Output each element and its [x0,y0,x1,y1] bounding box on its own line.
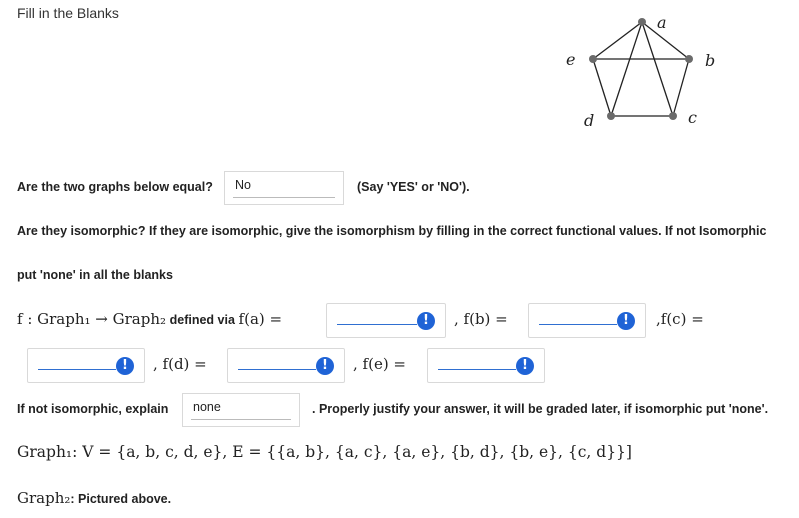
equal-answer-field[interactable] [224,171,344,205]
explain-label: If not isomorphic, explain [17,402,169,416]
vertex-label-a: a [657,13,667,32]
isomorphic-question-cont: put 'none' in all the blanks [17,268,173,282]
explain-field[interactable] [182,393,300,427]
vertex-e [589,55,597,63]
mapping-fb-label: , f(b) = [454,310,508,328]
graph2-description [17,489,171,507]
f-c-input[interactable] [27,348,145,383]
warning-icon: ! [316,357,334,375]
explain-note: . Properly justify your answer, it will be graded later, if isomorphic put 'none'. [312,402,769,416]
graph2-label: Graph₂ [17,489,71,507]
vertex-d [607,112,615,120]
equal-hint: (Say 'YES' or 'NO'). [357,180,470,194]
graph1-definition: Graph₁: V = {a, b, c, d, e}, E = {{a, b}, {a, c}, {a, e}, {b, d}, {b, e}, {c, d}}] [17,443,632,461]
vertex-label-d: d [584,111,595,130]
warning-icon: ! [116,357,134,375]
vertex-a [638,18,646,26]
isomorphic-question: Are they isomorphic? If they are isomorphic, give the isomorphism by filling in the correct functional values. If not Isomorphic [17,224,767,238]
vertex-label-e: e [566,50,576,69]
mapping-f-def: f : Graph₁ → Graph₂ [17,310,166,328]
explain-value: none [193,400,221,414]
mapping-defined-via: defined via [169,313,235,327]
warning-icon: ! [617,312,635,330]
f-b-input[interactable] [528,303,646,338]
mapping-definition [17,310,282,328]
mapping-fc-label: ,f(c) = [656,310,704,328]
vertex-c [669,112,677,120]
graph2-text: : Pictured above. [70,492,172,506]
mapping-fe-label: , f(e) = [353,355,407,373]
page-title: Fill in the Blanks [17,5,119,21]
vertex-b [685,55,693,63]
f-e-input[interactable] [427,348,545,383]
mapping-fa-label: f(a) = [238,310,283,328]
vertex-label-b: b [705,51,716,70]
mapping-fd-label: , f(d) = [153,355,207,373]
f-a-input[interactable] [326,303,446,338]
warning-icon: ! [417,312,435,330]
equal-question: Are the two graphs below equal? [17,180,213,194]
vertex-label-c: c [688,108,697,127]
equal-answer-value: No [235,178,251,192]
f-d-input[interactable] [227,348,345,383]
graph2-figure [555,8,735,130]
warning-icon: ! [516,357,534,375]
